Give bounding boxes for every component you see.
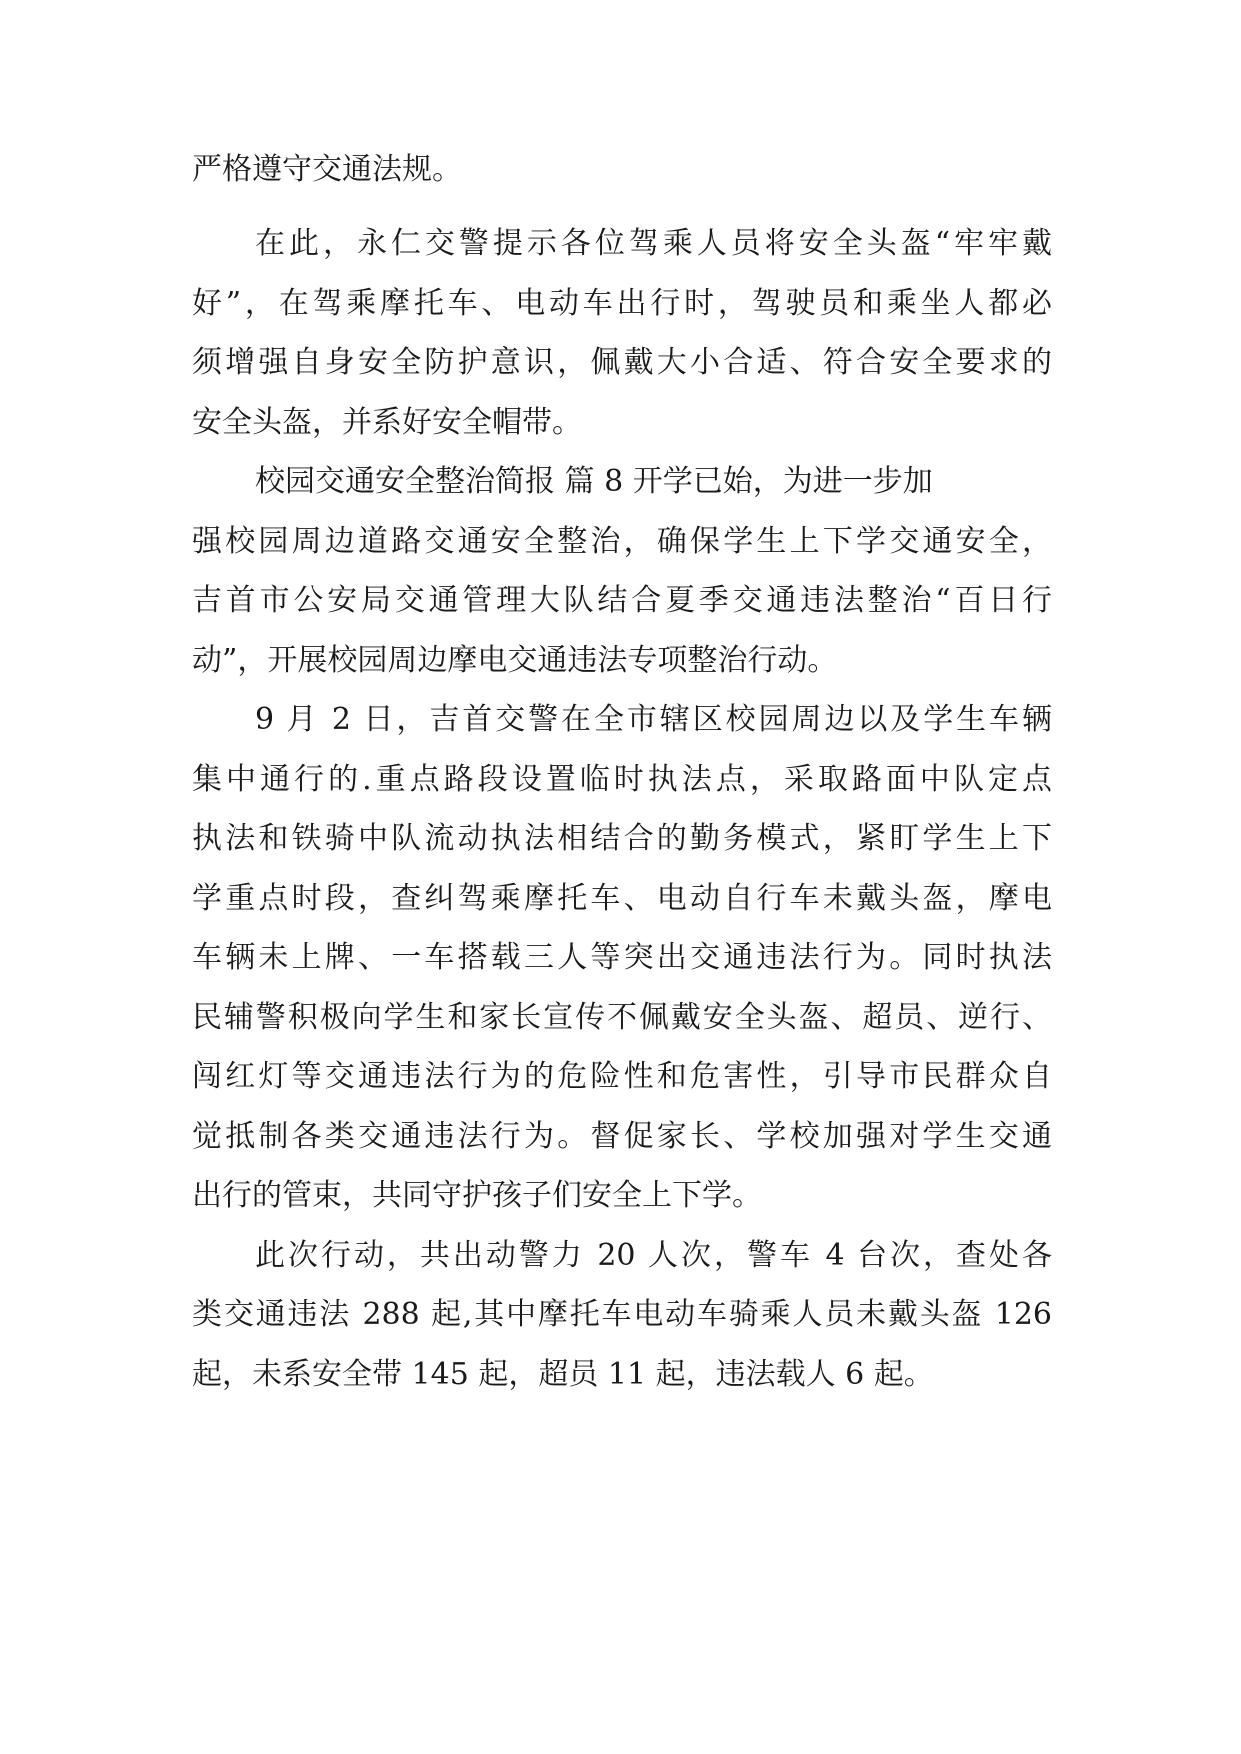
paragraph-4-line-8: 觉抵制各类交通违法行为。督促家长、学校加强对学生交通 xyxy=(192,1119,1052,1154)
paragraph-2-line-3: 须增强自身安全防护意识，佩戴大小合适、符合安全要求的 xyxy=(192,345,1052,380)
paragraph-1-line-1: 严格遵守交通法规。 xyxy=(192,152,462,187)
paragraph-3-line-4: 动”，开展校园周边摩电交通违法专项整治行动。 xyxy=(192,643,838,678)
paragraph-2-line-4: 安全头盔，并系好安全帽带。 xyxy=(192,405,582,440)
paragraph-2-line-1: 在此，永仁交警提示各位驾乘人员将安全头盔“牢牢戴 xyxy=(255,226,1052,261)
paragraph-4-line-5: 车辆未上牌、一车搭载三人等突出交通违法行为。同时执法 xyxy=(192,940,1052,975)
paragraph-4-line-2: 集中通行的.重点路段设置临时执法点，采取路面中队定点 xyxy=(192,762,1052,797)
paragraph-3-line-1: 校园交通安全整治简报 篇 8 开学已始，为进一步加 xyxy=(255,464,933,499)
paragraph-4-line-4: 学重点时段，查纠驾乘摩托车、电动自行车未戴头盔，摩电 xyxy=(192,881,1052,916)
paragraph-4-line-3: 执法和铁骑中队流动执法相结合的勤务模式，紧盯学生上下 xyxy=(192,821,1052,856)
paragraph-3-line-3: 吉首市公安局交通管理大队结合夏季交通违法整治“百日行 xyxy=(192,583,1052,618)
paragraph-5-line-1: 此次行动，共出动警力 20 人次，警车 4 台次，查处各 xyxy=(255,1238,1052,1273)
paragraph-3-line-2: 强校园周边道路交通安全整治，确保学生上下学交通安全， xyxy=(192,524,1052,559)
paragraph-4-line-1: 9 月 2 日，吉首交警在全市辖区校园周边以及学生车辆 xyxy=(255,702,1052,737)
paragraph-2-line-2: 好”，在驾乘摩托车、电动车出行时，驾驶员和乘坐人都必 xyxy=(192,286,1052,321)
paragraph-4-line-9: 出行的管束，共同守护孩子们安全上下学。 xyxy=(192,1178,762,1213)
paragraph-5-line-3: 起，未系安全带 145 起，超员 11 起，违法载人 6 起。 xyxy=(192,1357,934,1392)
paragraph-4-line-7: 闯红灯等交通违法行为的危险性和危害性，引导市民群众自 xyxy=(192,1059,1052,1094)
paragraph-5-line-2: 类交通违法 288 起,其中摩托车电动车骑乘人员未戴头盔 126 xyxy=(192,1297,1052,1332)
paragraph-4-line-6: 民辅警积极向学生和家长宣传不佩戴安全头盔、超员、逆行、 xyxy=(192,1000,1052,1035)
